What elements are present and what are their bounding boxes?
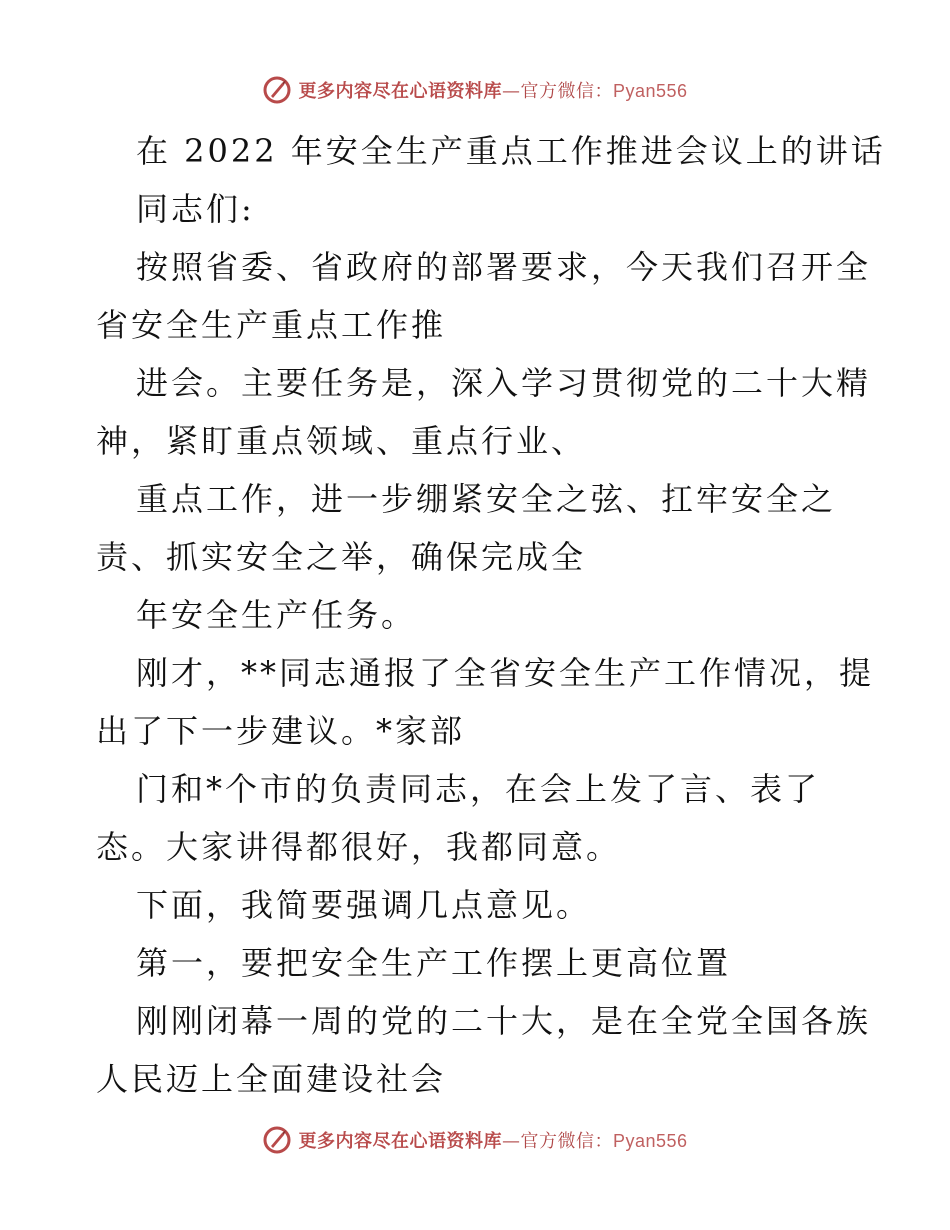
paragraph-line: 重点工作，进一步绷紧安全之弦、扛牢安全之 [136, 480, 837, 518]
header-separator: — [501, 81, 521, 102]
paragraph-line: 按照省委、省政府的部署要求，今天我们召开全 [136, 248, 872, 286]
document-title: 在 2022 年安全生产重点工作推进会议上的讲话 [136, 132, 886, 170]
quill-logo-icon [262, 75, 292, 105]
paragraph-line: 神，紧盯重点领域、重点行业、 [96, 422, 587, 460]
paragraph-line: 省安全生产重点工作推 [96, 306, 447, 344]
paragraph-line: 刚刚闭幕一周的党的二十大，是在全党全国各族 [136, 1002, 872, 1040]
document-body [96, 122, 886, 1108]
footer-separator: — [501, 1131, 521, 1152]
section-heading: 第一，要把安全生产工作摆上更高位置 [136, 944, 732, 982]
paragraph-line: 下面，我简要强调几点意见。 [136, 886, 592, 924]
footer-text [298, 1127, 687, 1153]
paragraph-line: 人民迈上全面建设社会 [96, 1060, 447, 1098]
salutation: 同志们: [136, 190, 255, 228]
paragraph-line: 出了下一步建议。*家部 [96, 712, 466, 750]
footer-site-text: 更多内容尽在心语资料库 [298, 1131, 502, 1152]
paragraph-line: 态。大家讲得都很好，我都同意。 [96, 828, 622, 866]
paragraph-line: 门和*个市的负责同志，在会上发了言、表了 [136, 770, 821, 808]
footer-wechat-id: Pyan556 [612, 1131, 688, 1151]
paragraph-line: 年安全生产任务。 [136, 596, 417, 634]
header-text [298, 77, 687, 103]
header-banner [0, 70, 950, 110]
paragraph-line: 刚才，**同志通报了全省安全生产工作情况，提 [136, 654, 875, 692]
paragraph-line: 责、抓实安全之举，确保完成全 [96, 538, 587, 576]
header-wechat-label: 官方微信： [520, 81, 613, 102]
paragraph-line: 进会。主要任务是，深入学习贯彻党的二十大精 [136, 364, 872, 402]
header-wechat-id: Pyan556 [612, 81, 688, 101]
header-site-text: 更多内容尽在心语资料库 [298, 81, 502, 102]
quill-logo-icon [262, 1125, 292, 1155]
footer-banner [0, 1120, 950, 1160]
footer-wechat-label: 官方微信： [520, 1131, 613, 1152]
